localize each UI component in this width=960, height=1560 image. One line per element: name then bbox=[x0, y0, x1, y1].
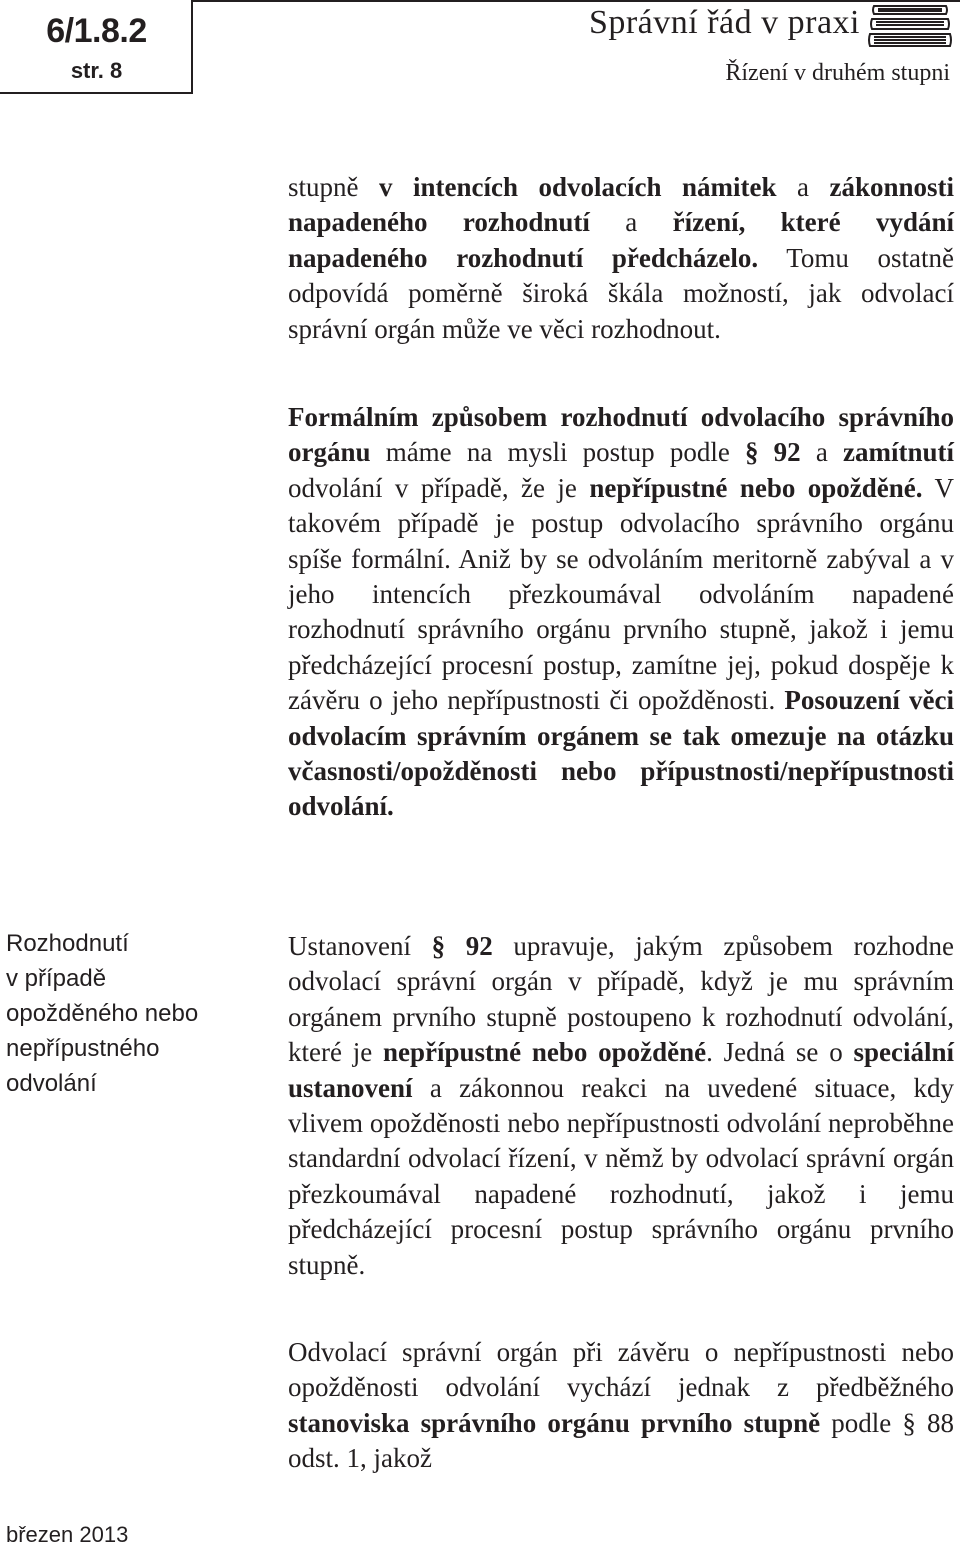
margin-note-line: odvolání bbox=[6, 1070, 97, 1097]
text-run: stupně bbox=[288, 172, 379, 202]
margin-note-line: nepřípustného bbox=[6, 1035, 160, 1062]
page-reference: 6/1.8.2 bbox=[46, 12, 147, 50]
bold-text-run: stanoviska správního orgánu prvního stupně bbox=[288, 1407, 821, 1438]
footer-date: březen 2013 bbox=[6, 1522, 129, 1547]
bold-text-run: Formálním způsobem rozhodnutí odvolacího správního orgánu bbox=[288, 402, 954, 468]
bold-text-run: speciální ustanovení bbox=[288, 1037, 954, 1103]
header-rule bbox=[193, 0, 960, 2]
running-subtitle: Řízení v druhém stupni bbox=[725, 60, 950, 86]
paragraph-1 bbox=[288, 170, 954, 347]
text-run: a zákonnou reakci na uvedené situace, kdy vlivem opožděnosti nebo nepřípustnosti odvolání neproběhne standardní odvolací řízení, v němž by odvolací správní orgán přezkoumával napadené rozhodnutí, jakož i jemu předcházející procesní postup správního orgánu prvního stupně. bbox=[288, 1072, 954, 1280]
bold-text-run: zamítnutí bbox=[843, 437, 955, 468]
bold-text-run: § 92 bbox=[431, 931, 493, 961]
text-run: a bbox=[776, 172, 830, 202]
paragraph-2 bbox=[288, 400, 954, 825]
text-run: máme na mysli postup podle bbox=[370, 437, 746, 468]
bold-text-run: § 92 bbox=[745, 437, 801, 468]
text-run: Ustanovení bbox=[288, 931, 432, 961]
text-run: a bbox=[800, 437, 844, 468]
text-run: odvolání v případě, že je bbox=[288, 472, 590, 503]
text-run: . Jedná se o bbox=[706, 1037, 854, 1068]
running-title: Správní řád v praxi bbox=[588, 4, 860, 41]
text-run: upravuje, jakým způsobem rozhodne odvolací správní orgán v případě, když je mu správním orgánem prvního stupně postoupeno k rozhodnutí odvolání, které je bbox=[288, 931, 954, 1068]
paragraph-3 bbox=[288, 929, 954, 1283]
margin-note bbox=[6, 926, 266, 1101]
bold-text-run: zákonnosti napadeného rozhodnutí bbox=[288, 172, 955, 238]
books-icon bbox=[868, 0, 954, 52]
text-run: a bbox=[589, 207, 673, 238]
bold-text-run: Posouzení věci odvolacím správním orgánem se tak omezuje na otázku včasnosti/opožděnosti nebo přípustnosti/nepřípustnosti odvolání. bbox=[288, 685, 954, 822]
bold-text-run: nepřípustné nebo opožděné. bbox=[589, 472, 923, 503]
paragraph-4 bbox=[288, 1335, 954, 1477]
text-run: podle § 88 odst. 1, jakož bbox=[288, 1407, 954, 1474]
bold-text-run: v intencích odvolacích námitek bbox=[379, 172, 777, 202]
margin-note-line: Rozhodnutí bbox=[6, 930, 129, 957]
bold-text-run: řízení, které vydání napadeného rozhodnutí předcházelo. bbox=[288, 207, 955, 273]
bold-text-run: nepřípustné nebo opožděné bbox=[383, 1037, 707, 1068]
page-number: str. 8 bbox=[70, 58, 123, 83]
margin-note-line: v případě bbox=[6, 965, 107, 992]
text-run: Tomu ostatně odpovídá poměrně široká škála možností, jak odvolací správní orgán může ve věci rozhodnout. bbox=[288, 242, 954, 344]
margin-note-line: opožděného nebo bbox=[6, 1000, 199, 1027]
text-run: V takovém případě je postup odvolacího správního orgánu spíše formální. Aniž by se odvoláním meritorně zabýval a v jeho intencích přezkoumával odvoláním napadené rozhodnutí správního orgánu prvního stupně, jakož i jemu předcházející procesní postup, zamítne jej, pokud dospěje k závěru o jeho nepřípustnosti či opožděnosti. bbox=[288, 472, 954, 716]
text-run: Odvolací správní orgán při závěru o nepřípustnosti nebo opožděnosti odvolání vychází jednak z předběžného bbox=[288, 1337, 954, 1403]
